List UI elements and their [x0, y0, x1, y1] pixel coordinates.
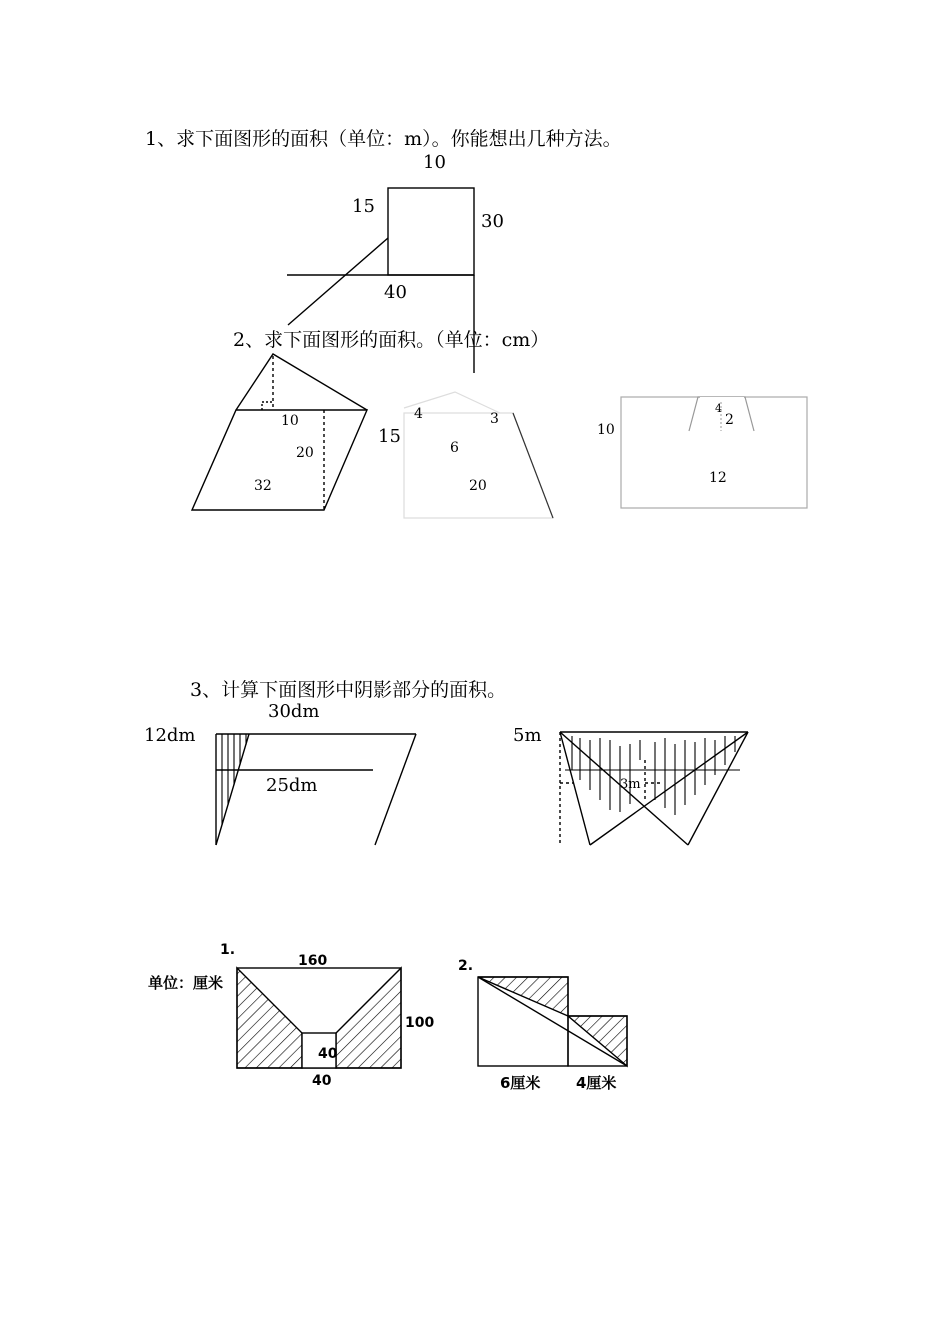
- fig2a-label-bottom: 32: [254, 478, 272, 494]
- fig2c-label-notch-top: 4: [715, 402, 722, 415]
- fig3a-label-top: 30dm: [268, 701, 320, 722]
- fig3b-label-height: 5m: [513, 725, 542, 746]
- fig4-label-top: 160: [298, 953, 328, 969]
- question-2: 2、求下面图形的面积。（单位：cm）: [233, 329, 550, 351]
- fig3b-right-slant: [688, 732, 748, 845]
- fig2b-label-left: 4: [414, 406, 423, 422]
- fig4-number: 1.: [220, 942, 236, 958]
- fig1-label-right: 30: [481, 211, 504, 232]
- fig4-right-shade: [336, 968, 401, 1068]
- question-3: 3、计算下面图形中阴影部分的面积。: [190, 679, 507, 701]
- fig5-upper-shade: [478, 977, 568, 1016]
- fig2a-right-angle: [262, 402, 273, 410]
- fig2a-triangle: [236, 354, 367, 410]
- fig5-lower-shade: [568, 1016, 627, 1066]
- fig2b-right-edge: [513, 413, 553, 518]
- fig5-number: 2.: [458, 958, 474, 974]
- fig4-unit: 单位：厘米: [148, 974, 224, 992]
- fig2c-label-width: 12: [709, 470, 727, 486]
- fig4-label-square: 40: [318, 1046, 338, 1062]
- fig4-label-right: 100: [405, 1015, 435, 1031]
- fig2a-label-height: 20: [296, 445, 314, 461]
- fig4-left-shade: [237, 968, 302, 1068]
- fig2c-label-notch-height: 2: [725, 412, 734, 428]
- fig2b-label-bottom: 20: [469, 478, 487, 494]
- fig3b-left-slant: [560, 732, 590, 845]
- fig3a-label-left: 12dm: [144, 725, 196, 746]
- fig3b-label-inner: 3m: [620, 777, 641, 792]
- figure-3b: [560, 732, 748, 845]
- fig2c-notch-fill: [700, 397, 744, 431]
- fig5-label-right: 4厘米: [576, 1074, 617, 1092]
- fig1-label-bottom: 40: [384, 282, 407, 303]
- fig3a-label-mid: 25dm: [266, 775, 318, 796]
- figure-2c: [621, 397, 807, 508]
- fig2c-label-height: 10: [597, 422, 615, 438]
- figure-1: [287, 188, 474, 373]
- fig2b-label-top: 6: [450, 440, 459, 456]
- fig1-square: [388, 188, 474, 275]
- question-1: 1、求下面图形的面积（单位：m）。你能想出几种方法。: [145, 128, 622, 150]
- fig2b-trapezoid-faint: [404, 413, 553, 518]
- figure-5: [478, 977, 627, 1066]
- fig3a-right-edge: [375, 734, 416, 845]
- fig2a-label-top: 10: [281, 413, 299, 429]
- fig5-label-left: 6厘米: [500, 1074, 541, 1092]
- fig1-label-top: 10: [423, 152, 446, 173]
- fig1-diagonal: [288, 238, 388, 325]
- fig3a-diagonal: [216, 734, 249, 845]
- fig1-label-left: 15: [352, 196, 375, 217]
- fig2a-parallelogram: [192, 410, 367, 510]
- fig4-label-bottom: 40: [312, 1073, 332, 1089]
- fig2b-label-right: 3: [490, 411, 499, 427]
- figure-2b: [404, 392, 553, 518]
- figure-2a: [192, 354, 367, 510]
- fig2b-label-height: 15: [378, 426, 401, 447]
